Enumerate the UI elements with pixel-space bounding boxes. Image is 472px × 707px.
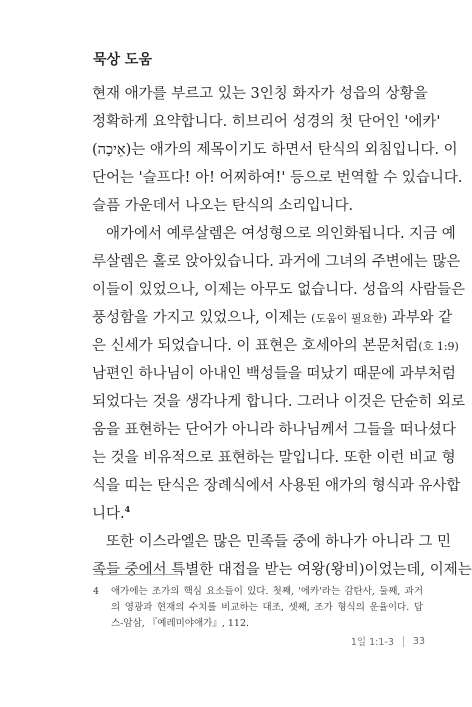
body-text-run: 은 신세가 되었습니다. 이 표현은 호세아의 본문처럼: [92, 338, 419, 354]
body-text-run: 과부와 같: [387, 310, 453, 326]
body-line: 는 것을 비유적으로 표현하는 말입니다. 또한 이런 비교 형: [92, 450, 456, 466]
body-line: 애가에서 예루살렘은 여성형으로 의인화됩니다. 지금 예: [106, 226, 456, 242]
body-text: [92, 80, 472, 584]
body-line: 움을 표현하는 단어가 아니라 하나님께서 그들을 떠나셨다: [92, 422, 456, 438]
footer-divider: [403, 636, 404, 647]
footnote: [93, 584, 423, 632]
footnote-number: 4: [93, 586, 100, 597]
page-footer: [351, 634, 425, 648]
body-line: (אֵיכָה)는 애가의 제목이기도 하면서 탄식의 외침입니다. 이: [92, 142, 458, 158]
section-heading: 묵상 도움: [93, 52, 152, 68]
footnote-divider: [93, 574, 178, 575]
footnote-marker[interactable]: 4: [124, 504, 131, 515]
footnote-text: [111, 584, 423, 632]
inline-note: (도움이 필요한): [311, 312, 387, 325]
body-line: 또한 이스라엘은 많은 민족들 중에 하나가 아니라 그 민: [106, 534, 452, 550]
running-section: 1일 1:1-3: [350, 637, 394, 648]
body-line: 남편인 하나님이 아내인 백성들을 떠났기 때문에 과부처럼: [92, 366, 456, 382]
body-line: [92, 500, 422, 528]
body-line: 되었다는 것을 생각나게 합니다. 그러나 이것은 단순히 외로: [92, 394, 466, 410]
scripture-reference: (호 1:9): [418, 340, 459, 353]
body-line: 정확하게 요약합니다. 히브리어 성경의 첫 단어인 '에카': [92, 114, 441, 130]
footnote-line: 의 영광과 현재의 수치를 비교하는 대조, 셋째, 조가 형식의 운율이다. 답: [111, 602, 423, 613]
footnote-row: [93, 584, 423, 632]
body-text-run: 니다.: [92, 506, 125, 522]
body-line: [92, 304, 453, 332]
body-line: [92, 332, 459, 360]
body-line: 족들 중에서 특별한 대접을 받는 여왕(왕비)이었는데, 이제는: [92, 562, 472, 578]
page-number: 33: [412, 635, 425, 647]
body-line: 현재 애가를 부르고 있는 3인칭 화자가 성읍의 상황을: [92, 86, 428, 102]
body-line: 단어는 '슬프다! 아! 어찌하여!' 등으로 번역할 수 있습니다.: [92, 170, 463, 186]
footnote-line: 애가에는 조가의 핵심 요소들이 있다. 첫째, '에카'라는 감탄사, 둘째, 과거: [111, 586, 423, 597]
body-text-run: 풍성함을 가지고 있었으나, 이제는: [92, 310, 312, 326]
footnote-line: 스-암삼, 『예레미야애가』, 112.: [111, 618, 250, 629]
body-line: 루살렘은 홀로 앉아있습니다. 과거에 그녀의 주변에는 많은: [92, 254, 461, 270]
body-line: 식을 띠는 탄식은 장례식에서 사용된 애가의 형식과 유사합: [92, 478, 461, 494]
body-line: 슬픔 가운데서 나오는 탄식의 소리입니다.: [92, 198, 354, 214]
body-line: 이들이 있었으나, 이제는 아무도 없습니다. 성읍의 사람들은: [92, 282, 466, 298]
